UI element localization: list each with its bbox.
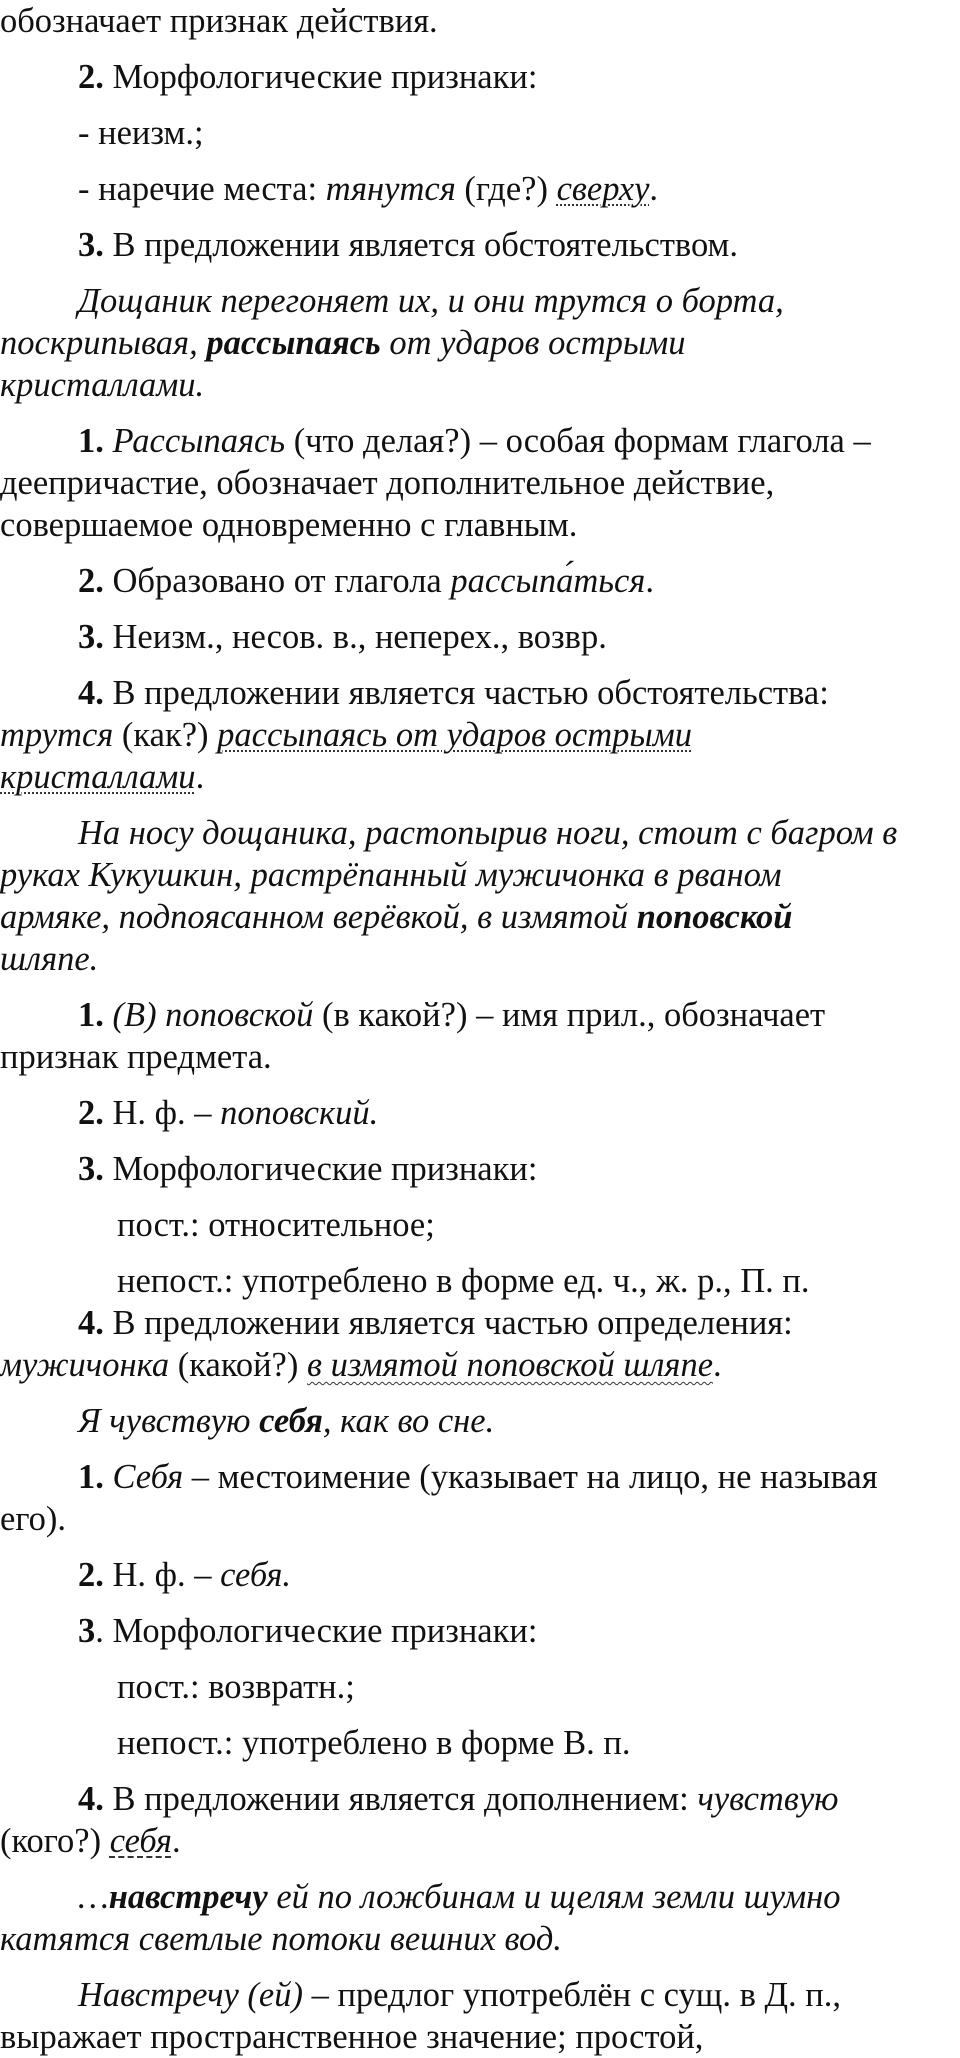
text-line (78, 672, 829, 714)
example-word: чувствую (697, 1780, 839, 1818)
text: ей по ложбинам и щелям земли шумно (267, 1878, 841, 1916)
text: (кого?) (0, 1822, 110, 1860)
text: Морфологические признаки: (103, 58, 538, 96)
example-sentence (78, 812, 897, 854)
text-line (78, 1778, 838, 1820)
example-sentence (0, 854, 782, 896)
text-line (117, 1722, 630, 1764)
text: (где?) (455, 170, 557, 208)
item-number: 1. (78, 996, 104, 1034)
text: – предлог употреблён с сущ. в Д. п., (302, 1976, 841, 2014)
example-sentence (0, 364, 204, 406)
text-line (78, 1302, 793, 1344)
text-line (117, 1204, 435, 1246)
text: (как?) (113, 716, 218, 754)
text: Н. ф. – (103, 1094, 221, 1132)
text: от ударов острыми (380, 324, 686, 362)
text: . Морфологические признаки: (95, 1612, 538, 1650)
text-line (78, 560, 654, 602)
text-line (78, 1456, 878, 1498)
text: выражает пространственное значение; простой, (0, 2018, 704, 2056)
item-number: 1. (78, 1458, 104, 1496)
example-word: (В) поповской (112, 996, 314, 1034)
text: - неизм.; (78, 114, 204, 152)
example-word: себя. (220, 1556, 292, 1594)
example-word: рассыпа́ться (450, 562, 646, 600)
text: руках Кукушкин, растрёпанный мужичонка в рваном (0, 856, 782, 894)
underlined-phrase: рассыпаясь от ударов острыми (217, 716, 692, 754)
item-number: 4. (78, 1304, 104, 1342)
text-line (0, 2016, 703, 2058)
item-number: 2. (78, 562, 104, 600)
text-line (78, 616, 607, 658)
text: непост.: употреблено в форме ед. ч., ж. р., П. п. (117, 1262, 810, 1300)
underlined-phrase: кристаллами (0, 758, 196, 796)
underlined-phrase: в измятой поповской шляпе (307, 1346, 714, 1384)
text-line (0, 714, 692, 756)
text: кристаллами. (0, 366, 205, 404)
example-word: трутся (0, 716, 114, 754)
example-word: Себя (112, 1458, 184, 1496)
text-line (78, 1554, 291, 1596)
text-line (78, 420, 871, 462)
item-number: 3. (78, 226, 104, 264)
text: . (645, 562, 654, 600)
text: . (713, 1346, 722, 1384)
example-word: тянутся (325, 170, 456, 208)
text: – местоимение (указывает на лицо, не называя (183, 1458, 878, 1496)
example-word: мужичонка (0, 1346, 170, 1384)
text: В предложении является дополнением: (103, 1780, 698, 1818)
text: - наречие места: (78, 170, 326, 208)
example-sentence (0, 896, 792, 938)
text (104, 422, 113, 460)
text (104, 996, 113, 1034)
text: (в какой?) – имя прил., обозначает (313, 996, 826, 1034)
text: признак предмета. (0, 1038, 272, 1076)
text-line (0, 0, 438, 42)
item-number: 2. (78, 58, 104, 96)
item-number: 2. (78, 1094, 104, 1132)
text: Я чувствую (78, 1402, 260, 1440)
text: деепричастие, обозначает дополнительное действие, (0, 464, 775, 502)
example-sentence (78, 1876, 840, 1918)
text-line (78, 112, 204, 154)
text: . (171, 1822, 181, 1860)
text: Дощаник перегоняет их, и они трутся о борта, (78, 282, 784, 320)
text-line (78, 1092, 378, 1134)
underlined-word: себя (109, 1822, 172, 1860)
highlighted-word: навстречу (108, 1878, 268, 1916)
text: шляпе. (0, 940, 99, 978)
text: катятся светлые потоки вешних вод. (0, 1920, 562, 1958)
example-sentence (78, 280, 784, 322)
text-line (0, 1820, 181, 1862)
text-line (78, 1610, 537, 1652)
text: (какой?) (169, 1346, 307, 1384)
text: поскрипывая, (0, 324, 207, 362)
text-line (0, 1498, 66, 1540)
example-sentence (0, 938, 98, 980)
example-word: поповский. (220, 1094, 379, 1132)
text-line (78, 56, 537, 98)
text (104, 1458, 113, 1496)
text-line (117, 1666, 355, 1708)
item-number: 3 (78, 1612, 96, 1650)
text: (что делая?) – особая формам глагола – (285, 422, 871, 460)
text: пост.: относительное; (117, 1206, 435, 1244)
example-word: Рассыпаясь (112, 422, 286, 460)
text-line (117, 1260, 809, 1302)
item-number: 4. (78, 674, 104, 712)
text: , как во сне. (322, 1402, 495, 1440)
text-line (78, 994, 825, 1036)
text-line (0, 1036, 272, 1078)
text-line (0, 462, 774, 504)
text: На носу дощаника, растопырив ноги, стоит с багром в (78, 814, 898, 852)
text: его). (0, 1500, 66, 1538)
highlighted-word: поповской (636, 898, 793, 936)
text: . (649, 170, 659, 208)
text: . (195, 758, 205, 796)
text-line (78, 168, 658, 210)
item-number: 3. (78, 1150, 104, 1188)
item-number: 3. (78, 618, 104, 656)
text-line (78, 1974, 841, 2016)
example-word: Навстречу (ей) (78, 1976, 303, 2014)
example-sentence (0, 1918, 562, 1960)
text: совершаемое одновременно с главным. (0, 506, 578, 544)
text-line (78, 1148, 537, 1190)
highlighted-word: рассыпаясь (206, 324, 381, 362)
text-line (0, 756, 204, 798)
example-sentence (0, 322, 686, 364)
text: Н. ф. – (103, 1556, 221, 1594)
text-line (0, 504, 577, 546)
text: Морфологические признаки: (103, 1150, 538, 1188)
text: В предложении является частью обстоятельства: (103, 674, 829, 712)
text: В предложении является обстоятельством. (103, 226, 739, 264)
text: армяке, подпоясанном верёвкой, в измятой (0, 898, 637, 936)
text: … (78, 1878, 109, 1916)
item-number: 2. (78, 1556, 104, 1594)
text: В предложении является частью определения: (103, 1304, 793, 1342)
item-number: 1. (78, 422, 104, 460)
text: пост.: возвратн.; (117, 1668, 355, 1706)
text: Неизм., несов. в., неперех., возвр. (103, 618, 607, 656)
text-line (78, 224, 738, 266)
text: Образовано от глагола (103, 562, 451, 600)
text-line (0, 1344, 722, 1386)
item-number: 4. (78, 1780, 104, 1818)
text: обозначает признак действия. (0, 2, 438, 40)
text: непост.: употреблено в форме В. п. (117, 1724, 631, 1762)
underlined-word: сверху (556, 170, 650, 208)
example-sentence (78, 1400, 494, 1442)
highlighted-word: себя (259, 1402, 323, 1440)
